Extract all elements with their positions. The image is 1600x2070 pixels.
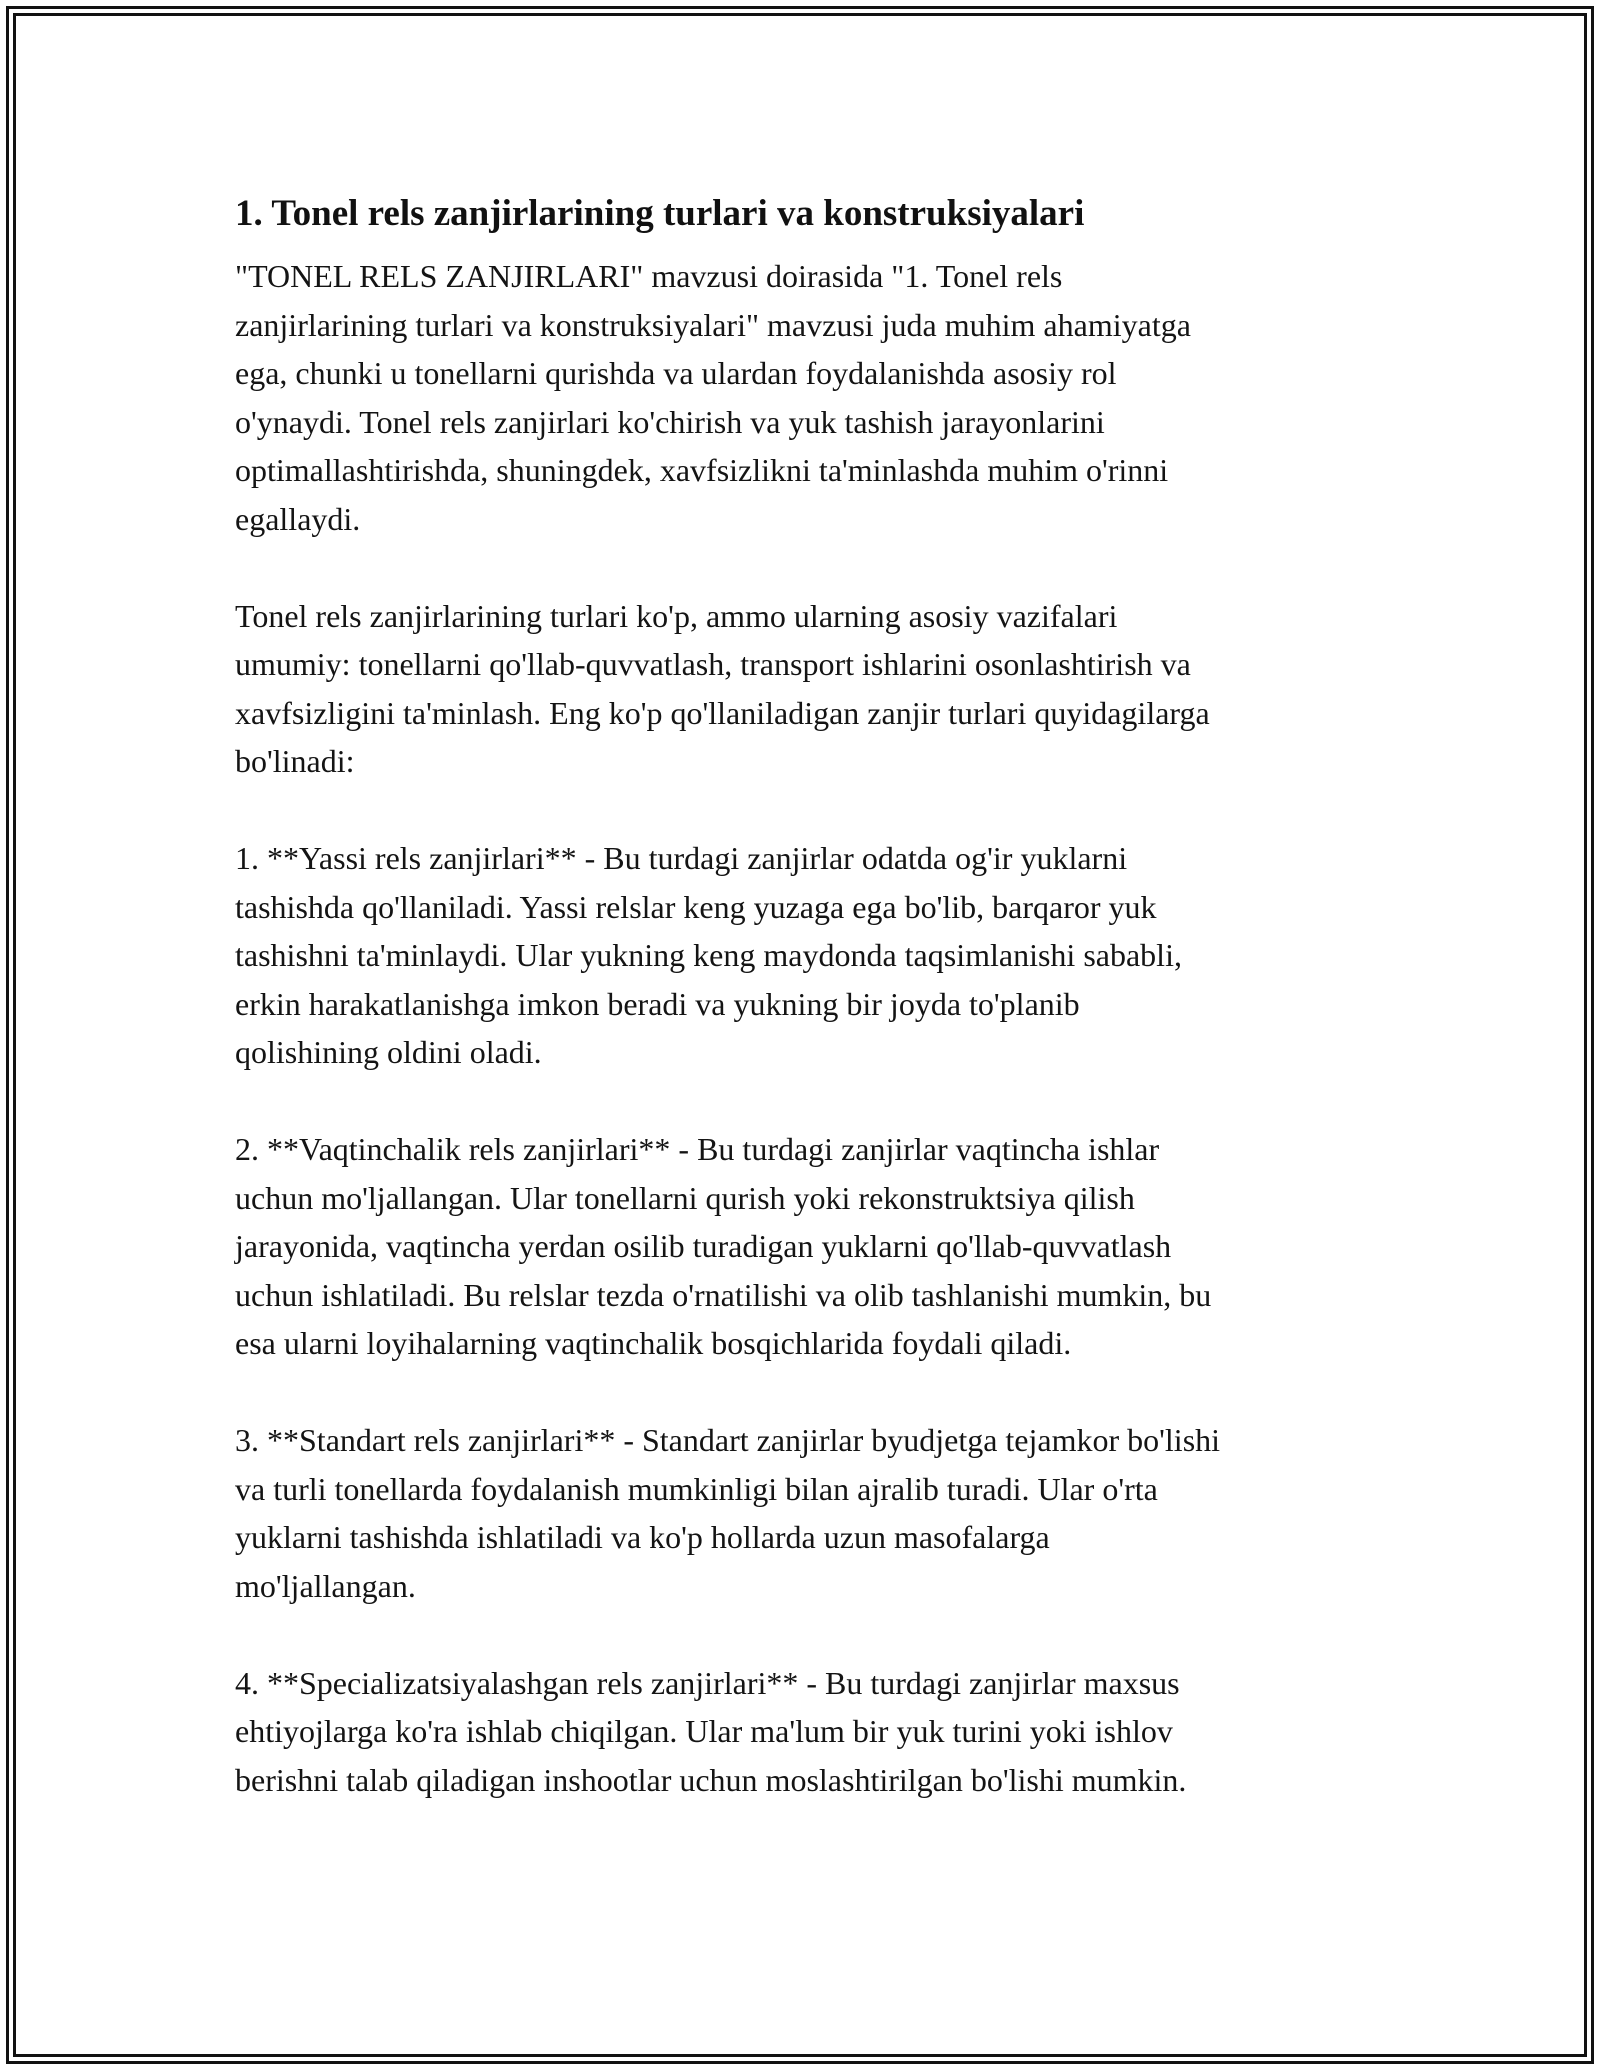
document-body (235, 186, 1370, 1804)
list-item-temporary-rails: 2. **Vaqtinchalik rels zanjirlari** - Bu turdagi zanjirlar vaqtincha ishlar uchun mo'ljallangan. Ular tonellarni qurish yoki rekonstruktsiya qilish jarayonida, vaqtincha yerdan osilib turadigan yuklarni qo'llab-quvvatlash uchun ishlatiladi. Bu relslar tezda o'rnatilishi va olib tashlanishi mumkin, bu esa ularni loyihalarning vaqtinchalik bosqichlarida foydali qiladi. (235, 1131, 1212, 1361)
list-item-standard-rails: 3. **Standart rels zanjirlari** - Standart zanjirlar byudjetga tejamkor bo'lishi va turli tonellarda foydalanish mumkinligi bilan ajralib turadi. Ular o'rta yuklarni tashishda ishlatiladi va ko'p hollarda uzun masofalarga mo'ljallangan. (235, 1422, 1221, 1604)
types-overview-paragraph: Tonel rels zanjirlarining turlari ko'p, ammo ularning asosiy vazifalari umumiy: tonellarni qo'llab-quvvatlash, transport ishlarini osonlashtirish va xavfsizligini ta'minlash. Eng ko'p qo'llaniladigan zanjir turlari quyidagilarga bo'linadi: (235, 597, 1210, 779)
list-item-specialized-rails: 4. **Specializatsiyalashgan rels zanjirlari** - Bu turdagi zanjirlar maxsus ehtiyojlarga ko'ra ishlab chiqilgan. Ular ma'lum bir yuk turini yoki ishlov berishni talab qiladigan inshootlar uchun moslashtirilgan bo'lishi mumkin. (235, 1664, 1187, 1798)
intro-paragraph: "TONEL RELS ZANJIRLARI" mavzusi doirasida "1. Tonel rels zanjirlarining turlari va konstruksiyalari" mavzusi juda muhim ahamiyatga ega, chunki u tonellarni qurishda va ulardan foydalanishda asosiy rol o'ynaydi. Tonel rels zanjirlari ko'chirish va yuk tashish jarayonlarini optimallashtirishda, shuningdek, xavfsizlikni ta'minlashda muhim o'rinni egallaydi. (235, 258, 1191, 537)
list-item-flat-rails: 1. **Yassi rels zanjirlari** - Bu turdagi zanjirlar odatda og'ir yuklarni tashishda qo'llaniladi. Yassi relslar keng yuzaga ega bo'lib, barqaror yuk tashishni ta'minlaydi. Ular yukning keng maydonda taqsimlanishi sababli, erkin harakatlanishga imkon beradi va yukning bir joyda to'planib qolishining oldini oladi. (235, 840, 1182, 1070)
section-heading: 1. Tonel rels zanjirlarining turlari va konstruksiyalari (235, 193, 1085, 234)
